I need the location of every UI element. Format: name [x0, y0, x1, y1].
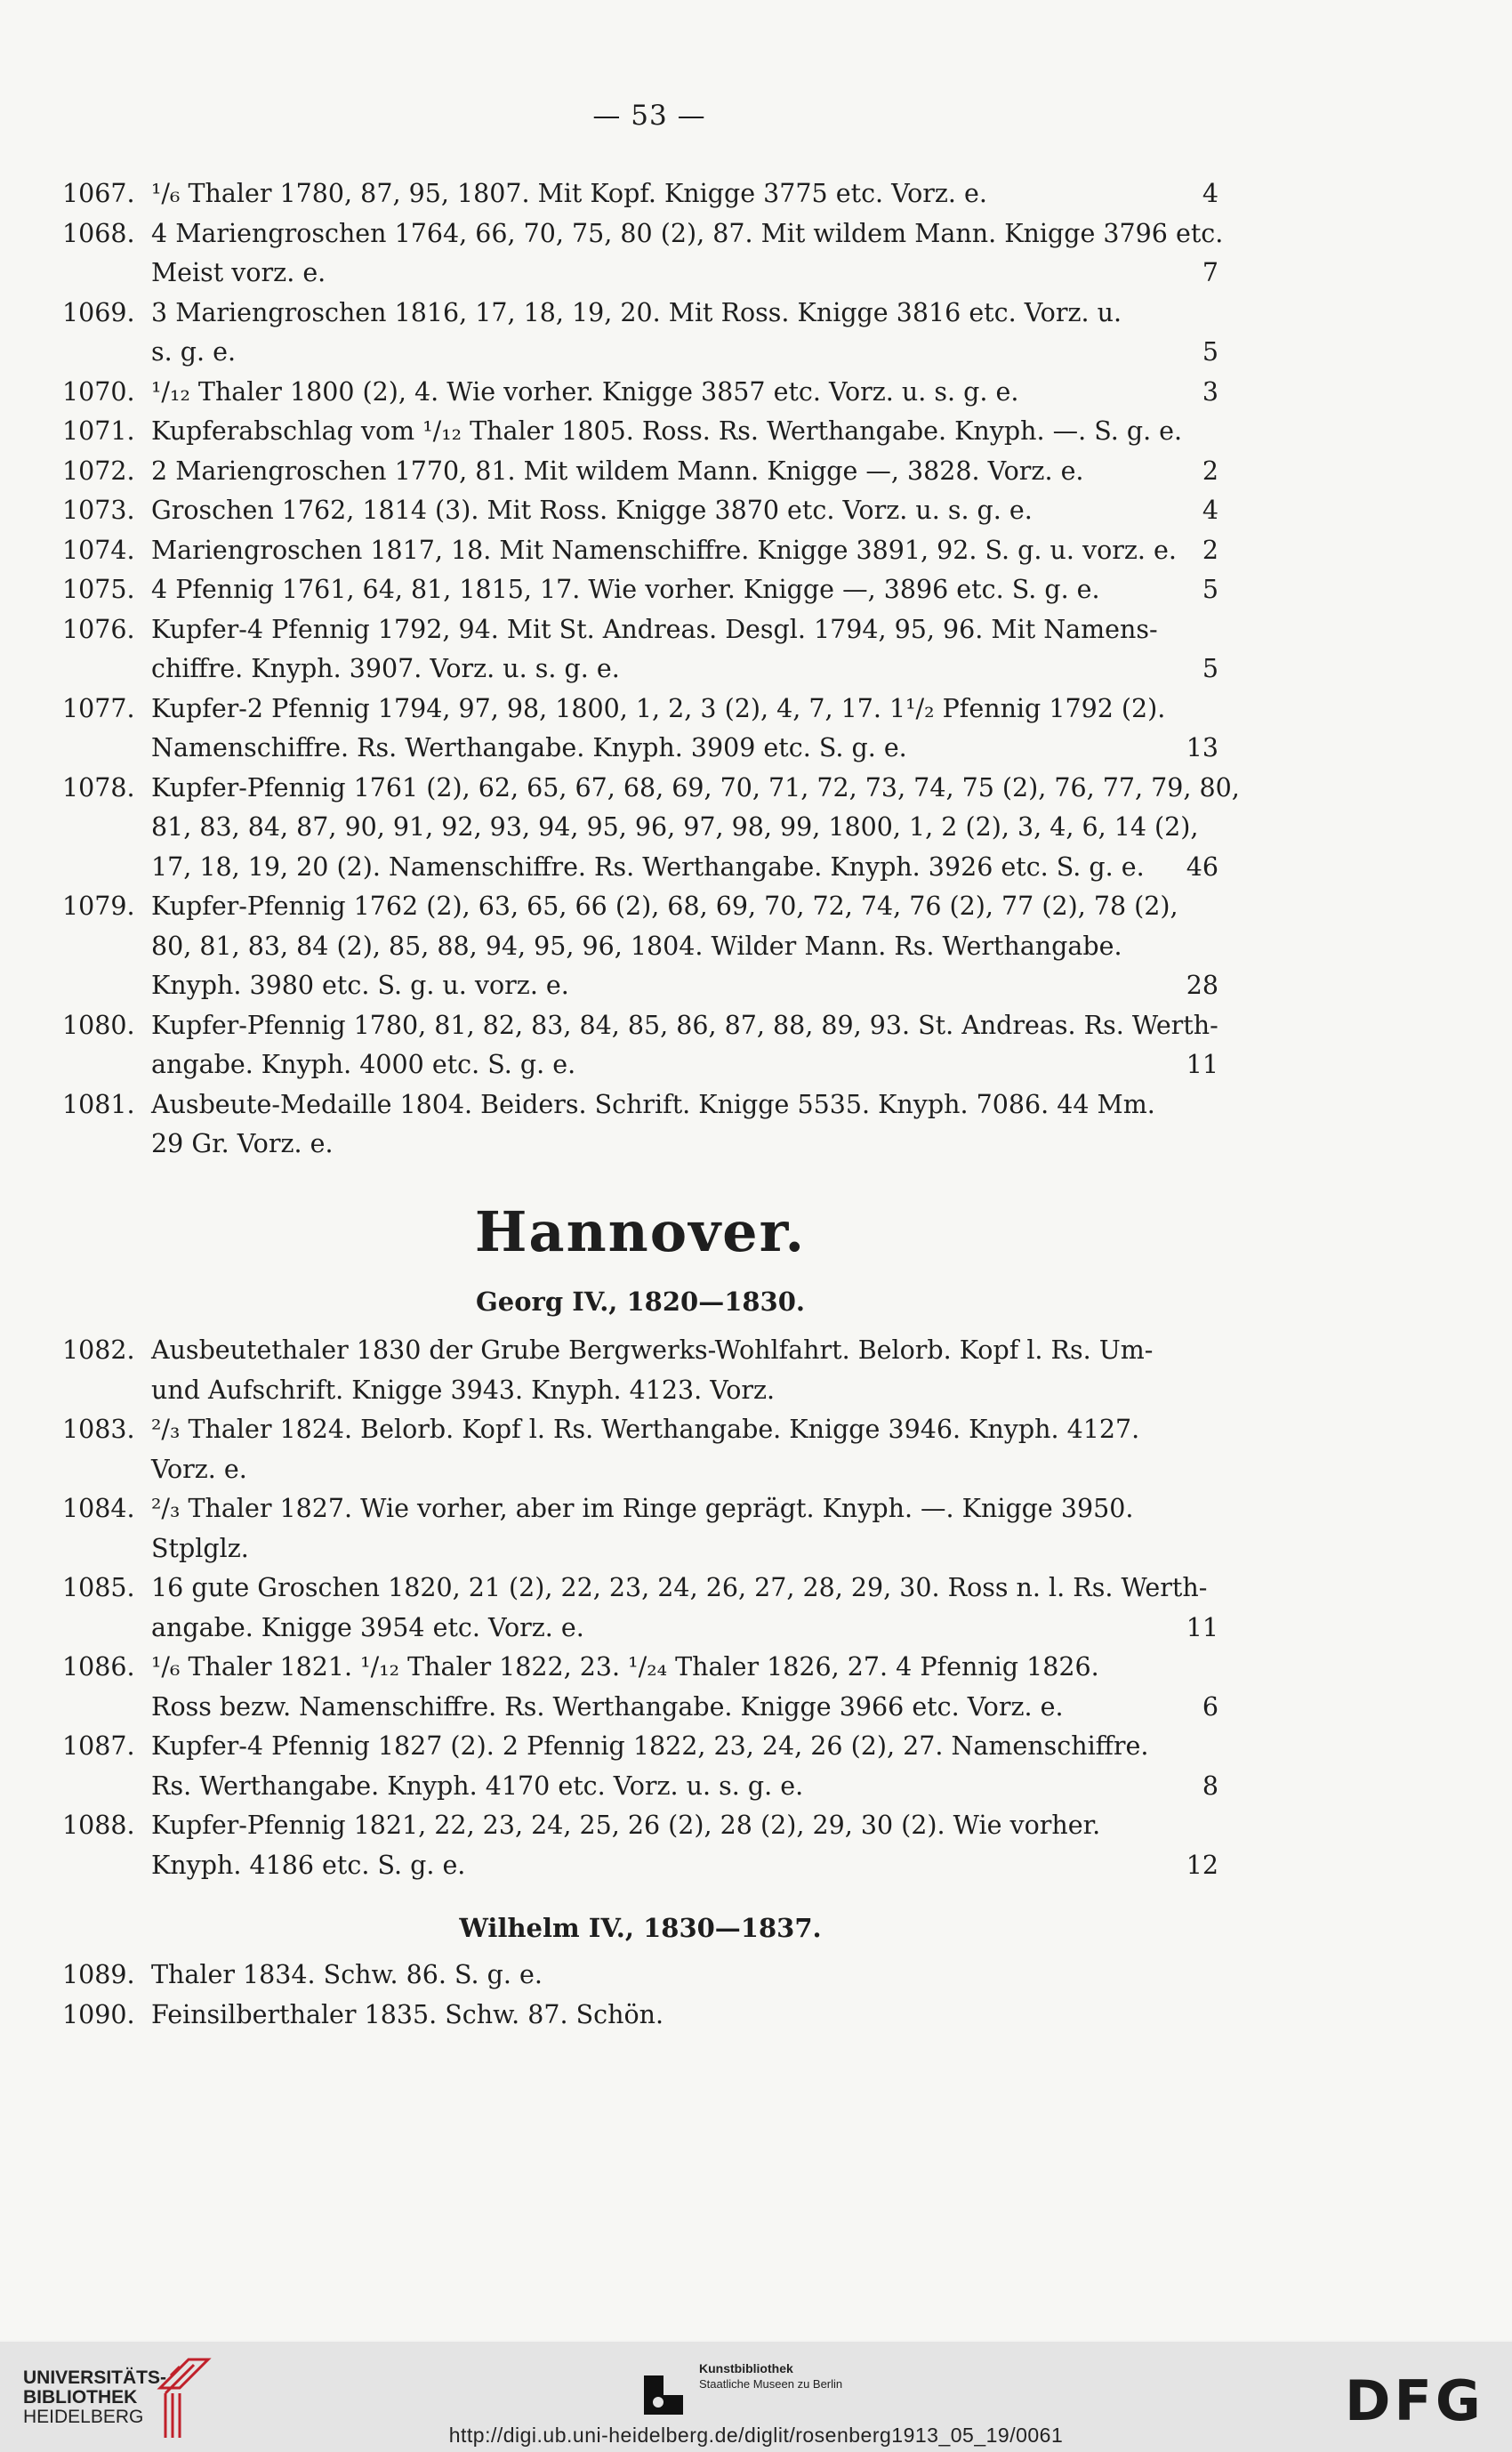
description-text: Mariengroschen 1817, 18. Mit Namenschiffre. Knigge 3891, 92. S. g. u. vorz. e.: [151, 535, 1177, 565]
description-line: [151, 1569, 1218, 1609]
lot-description: [151, 610, 1218, 690]
ub-logo-line-3: HEIDELBERG: [23, 2407, 144, 2427]
lot-price: [1192, 1806, 1218, 1846]
lot-number: 1082.: [62, 1335, 135, 1365]
description-text: Ross bezw. Namenschiffre. Rs. Werthangabe. Knigge 3966 etc. Vorz. e.: [151, 1691, 1064, 1722]
lot-price: [1192, 1125, 1218, 1165]
lot-number: 1083.: [62, 1415, 135, 1444]
description-text: chiffre. Knyph. 3907. Vorz. u. s. g. e.: [151, 654, 620, 683]
subsection-title-wilhelm: Wilhelm IV., 1830—1837.: [459, 1913, 822, 1943]
description-line: [151, 1846, 1218, 1886]
description-line: [151, 254, 1218, 294]
description-line: [151, 1609, 1218, 1649]
lot-entry: [62, 1006, 1218, 1085]
lot-description: [151, 373, 1218, 413]
lot-number: 1077.: [62, 693, 135, 723]
lot-entry: [62, 1727, 1218, 1806]
description-text: Groschen 1762, 1814 (3). Mit Ross. Knigge 3870 etc. Vorz. u. s. g. e.: [151, 496, 1033, 525]
lot-price: 4: [1202, 496, 1218, 525]
lot-description: [151, 570, 1218, 610]
description-text: s. g. e.: [151, 337, 237, 367]
lot-price: [1207, 1569, 1234, 1609]
lot-entry: [62, 1806, 1218, 1885]
description-text: Meist vorz. e.: [151, 258, 326, 287]
description-line: [151, 808, 1218, 848]
lot-price: [1198, 808, 1225, 848]
lot-price: 4: [1202, 179, 1218, 208]
lot-price: [1192, 1529, 1218, 1569]
description-text: 3 Mariengroschen 1816, 17, 18, 19, 20. Mit Ross. Knigge 3816 etc. Vorz. u.: [151, 297, 1122, 327]
lot-entry: [62, 452, 1218, 492]
description-line: [151, 1450, 1218, 1490]
description-text: Thaler 1834. Schw. 86. S. g. e.: [151, 1960, 543, 1989]
lot-description: [151, 412, 1218, 452]
description-line: [151, 1085, 1218, 1125]
entry-list-georg: [62, 1331, 1218, 1885]
subsection-title-georg: Georg IV., 1820—1830.: [475, 1286, 806, 1317]
description-text: 29 Gr. Vorz. e.: [151, 1129, 334, 1158]
page-number: — 53 —: [592, 100, 706, 132]
description-line: [151, 1331, 1218, 1371]
lot-number: 1087.: [62, 1731, 135, 1761]
lot-description: [151, 690, 1218, 769]
lot-entry: [62, 214, 1224, 294]
lot-description: [151, 214, 1224, 294]
description-line: [151, 927, 1218, 967]
lot-number: 1089.: [62, 1960, 135, 1989]
lot-entry: [62, 1410, 1218, 1489]
description-line: [151, 769, 1240, 809]
lot-price: 5: [1202, 337, 1218, 367]
lot-price: 3: [1202, 376, 1218, 407]
dfg-logo: DFG: [1345, 2368, 1484, 2433]
description-text: Kupfer-Pfennig 1761 (2), 62, 65, 67, 68, 69, 70, 71, 72, 73, 74, 75 (2), 76, 77, 79, 80,: [151, 772, 1240, 803]
lot-price: 5: [1202, 654, 1218, 683]
description-line: [151, 1489, 1218, 1529]
lot-price: [1192, 1956, 1218, 1996]
description-line: [151, 1006, 1218, 1046]
lot-number: 1079.: [62, 891, 135, 921]
lot-price: [1192, 1371, 1218, 1411]
description-line: [151, 373, 1218, 413]
lot-price: 11: [1186, 1612, 1218, 1642]
description-text: Kupfer-Pfennig 1762 (2), 63, 65, 66 (2), 68, 69, 70, 72, 74, 76 (2), 77 (2), 78 (2),: [151, 891, 1178, 921]
lot-number: 1068.: [62, 218, 135, 248]
description-text: 17, 18, 19, 20 (2). Namenschiffre. Rs. Werthangabe. Knyph. 3926 etc. S. g. e.: [151, 851, 1145, 882]
description-line: [151, 412, 1218, 452]
lot-description: [151, 1956, 1218, 1996]
lot-price: [1192, 1727, 1218, 1767]
lot-description: [151, 1569, 1218, 1648]
kunstbibliothek-logo-icon: [644, 2375, 683, 2415]
lot-price: [1192, 1996, 1218, 2036]
lot-description: [151, 1996, 1218, 2036]
lot-number: 1076.: [62, 614, 135, 644]
description-line: [151, 1806, 1218, 1846]
description-line: [151, 887, 1218, 927]
description-text: ¹/₆ Thaler 1821. ¹/₁₂ Thaler 1822, 23. ¹/₂₄ Thaler 1826, 27. 4 Pfennig 1826.: [151, 1652, 1099, 1682]
description-text: angabe. Knyph. 4000 etc. S. g. e.: [151, 1050, 576, 1079]
lot-price: [1192, 887, 1218, 927]
description-line: [151, 570, 1218, 610]
description-text: Kupfer-4 Pfennig 1792, 94. Mit St. Andreas. Desgl. 1794, 95, 96. Mit Namens-: [151, 614, 1158, 644]
lot-number: 1075.: [62, 575, 135, 604]
lot-entry: [62, 373, 1218, 413]
lot-price: [1192, 1648, 1218, 1688]
kb-line-2: Staatliche Museen zu Berlin: [699, 2377, 843, 2391]
description-line: [151, 1648, 1218, 1688]
ub-heidelberg-logo[interactable]: [23, 2368, 166, 2427]
lot-entry: [62, 1956, 1218, 1996]
lot-number: 1085.: [62, 1573, 135, 1602]
description-line: [151, 1125, 1218, 1165]
description-text: Ausbeute-Medaille 1804. Beiders. Schrift. Knigge 5535. Knyph. 7086. 44 Mm.: [151, 1089, 1155, 1119]
lot-description: [151, 1410, 1218, 1489]
description-line: [151, 966, 1218, 1006]
lot-description: [151, 1006, 1218, 1085]
ub-logo-line-2: BIBLIOTHEK: [23, 2387, 138, 2408]
description-text: 80, 81, 83, 84 (2), 85, 88, 94, 95, 96, 1804. Wilder Mann. Rs. Werthangabe.: [151, 931, 1122, 961]
lot-entry: [62, 1648, 1218, 1727]
lot-number: 1074.: [62, 535, 135, 565]
lot-number: 1080.: [62, 1010, 135, 1040]
lot-number: 1081.: [62, 1089, 135, 1119]
lot-number: 1084.: [62, 1494, 135, 1523]
lot-description: [151, 452, 1218, 492]
description-text: und Aufschrift. Knigge 3943. Knyph. 4123. Vorz.: [151, 1375, 776, 1405]
description-text: 2 Mariengroschen 1770, 81. Mit wildem Mann. Knigge —, 3828. Vorz. e.: [151, 456, 1084, 486]
description-line: [151, 214, 1224, 254]
lot-entry: [62, 1331, 1218, 1410]
lot-price: 2: [1202, 456, 1218, 486]
description-text: Stplglz.: [151, 1533, 249, 1563]
description-text: angabe. Knigge 3954 etc. Vorz. e.: [151, 1612, 584, 1642]
description-text: Feinsilberthaler 1835. Schw. 87. Schön.: [151, 1999, 664, 2029]
lot-price: 28: [1186, 971, 1218, 1000]
lot-entry: [62, 491, 1218, 531]
description-line: [151, 452, 1218, 492]
lot-entry: [62, 531, 1218, 571]
description-line: [151, 174, 1218, 214]
description-text: Kupfer-2 Pfennig 1794, 97, 98, 1800, 1, 2, 3 (2), 4, 7, 17. 1¹/₂ Pfennig 1792 (2).: [151, 693, 1166, 723]
lot-number: 1090.: [62, 1999, 135, 2029]
lot-entry: [62, 690, 1218, 769]
description-text: Ausbeutethaler 1830 der Grube Bergwerks-Wohlfahrt. Belorb. Kopf l. Rs. Um-: [151, 1335, 1154, 1365]
lot-price: [1240, 769, 1267, 809]
lot-description: [151, 1727, 1218, 1806]
lot-price: 2: [1202, 535, 1218, 565]
description-line: [151, 531, 1218, 571]
lot-price: [1192, 1331, 1218, 1371]
lot-entry: [62, 1085, 1218, 1165]
lot-description: [151, 769, 1240, 888]
description-text: Kupfer-Pfennig 1780, 81, 82, 83, 84, 85, 86, 87, 88, 89, 93. St. Andreas. Rs. Werth-: [151, 1010, 1218, 1040]
description-line: [151, 1045, 1218, 1085]
description-text: 4 Mariengroschen 1764, 66, 70, 75, 80 (2), 87. Mit wildem Mann. Knigge 3796 etc.: [151, 218, 1224, 248]
description-line: [151, 1956, 1218, 1996]
lot-description: [151, 1331, 1218, 1410]
description-text: Knyph. 3980 etc. S. g. u. vorz. e.: [151, 971, 569, 1000]
description-line: [151, 491, 1218, 531]
lot-description: [151, 1489, 1218, 1569]
lot-price: [1218, 1006, 1245, 1046]
lot-price: 46: [1186, 851, 1218, 882]
description-text: Kupferabschlag vom ¹/₁₂ Thaler 1805. Ross. Rs. Werthangabe. Knyph. —. S. g. e.: [151, 416, 1183, 446]
lot-description: [151, 531, 1218, 571]
lot-number: 1070.: [62, 376, 135, 407]
lot-entry: [62, 887, 1218, 1006]
description-line: [151, 848, 1218, 888]
description-text: Rs. Werthangabe. Knyph. 4170 etc. Vorz. u. s. g. e.: [151, 1770, 804, 1801]
lot-number: 1067.: [62, 179, 135, 208]
lot-price: [1192, 294, 1218, 334]
lot-price: [1192, 927, 1218, 967]
lot-description: [151, 1806, 1218, 1885]
description-line: [151, 1767, 1218, 1807]
lot-number: 1088.: [62, 1811, 135, 1840]
lot-description: [151, 294, 1218, 373]
lot-number: 1071.: [62, 416, 135, 446]
entry-list-wilhelm: [62, 1956, 1218, 2035]
description-line: [151, 1996, 1218, 2036]
description-text: Knyph. 4186 etc. S. g. e.: [151, 1850, 466, 1880]
lot-price: [1192, 1410, 1218, 1450]
description-text: Kupfer-4 Pfennig 1827 (2). 2 Pfennig 1822, 23, 24, 26 (2), 27. Namenschiffre.: [151, 1731, 1149, 1761]
description-line: [151, 1727, 1218, 1767]
section-title: Hannover.: [474, 1199, 807, 1264]
lot-number: 1069.: [62, 297, 135, 327]
lot-price: 12: [1186, 1850, 1218, 1880]
description-text: ¹/₁₂ Thaler 1800 (2), 4. Wie vorher. Knigge 3857 etc. Vorz. u. s. g. e.: [151, 376, 1019, 407]
permalink-url[interactable]: http://digi.ub.uni-heidelberg.de/diglit/rosenberg1913_05_19/0061: [448, 2424, 1064, 2447]
lot-price: 6: [1202, 1691, 1218, 1722]
lot-entry: [62, 174, 1218, 214]
lot-entry: [62, 1489, 1218, 1569]
lot-price: 5: [1202, 575, 1218, 604]
description-line: [151, 294, 1218, 334]
lot-entry: [62, 1996, 1218, 2036]
kb-line-1: Kunstbibliothek: [699, 2361, 793, 2375]
description-text: Namenschiffre. Rs. Werthangabe. Knyph. 3909 etc. S. g. e.: [151, 733, 907, 762]
kunstbibliothek-label: [699, 2361, 842, 2392]
lot-number: 1073.: [62, 496, 135, 525]
description-line: [151, 690, 1218, 730]
lot-description: [151, 1648, 1218, 1727]
lot-entry: [62, 412, 1218, 452]
lot-number: 1078.: [62, 772, 135, 803]
lot-description: [151, 1085, 1218, 1165]
lot-price: [1223, 214, 1250, 254]
description-text: Vorz. e.: [151, 1454, 247, 1484]
description-text: 81, 83, 84, 87, 90, 91, 92, 93, 94, 95, 96, 97, 98, 99, 1800, 1, 2 (2), 3, 4, 6, 14 (2),: [151, 812, 1199, 842]
description-text: 4 Pfennig 1761, 64, 81, 1815, 17. Wie vorher. Knigge —, 3896 etc. S. g. e.: [151, 575, 1100, 604]
lot-price: 8: [1202, 1770, 1218, 1801]
lot-number: 1086.: [62, 1652, 135, 1682]
description-line: [151, 649, 1218, 690]
description-line: [151, 333, 1218, 373]
lot-description: [151, 887, 1218, 1006]
lot-entry: [62, 610, 1218, 690]
description-line: [151, 1529, 1218, 1569]
lot-price: 11: [1186, 1050, 1218, 1079]
description-line: [151, 1410, 1218, 1450]
description-line: [151, 610, 1218, 650]
lot-price: [1192, 1450, 1218, 1490]
lot-price: [1192, 690, 1218, 730]
description-line: [151, 1688, 1218, 1728]
lot-price: [1192, 1085, 1218, 1125]
lot-number: 1072.: [62, 456, 135, 486]
ub-logo-line-1: UNIVERSITÄTS-: [23, 2367, 167, 2388]
description-line: [151, 729, 1218, 769]
lot-entry: [62, 570, 1218, 610]
footer-bar: [0, 2342, 1512, 2452]
lot-description: [151, 174, 1218, 214]
lot-price: [1192, 412, 1218, 452]
lot-price: [1192, 1489, 1218, 1529]
description-text: ²/₃ Thaler 1827. Wie vorher, aber im Ringe geprägt. Knyph. —. Knigge 3950.: [151, 1494, 1134, 1523]
lot-price: [1192, 610, 1218, 650]
lot-entry: [62, 294, 1218, 373]
description-text: Kupfer-Pfennig 1821, 22, 23, 24, 25, 26 (2), 28 (2), 29, 30 (2). Wie vorher.: [151, 1811, 1101, 1840]
lot-entry: [62, 769, 1240, 888]
description-line: [151, 1371, 1218, 1411]
lot-entry: [62, 1569, 1218, 1648]
lot-price: 13: [1186, 733, 1218, 762]
lot-price: 7: [1202, 258, 1218, 287]
description-text: ²/₃ Thaler 1824. Belorb. Kopf l. Rs. Werthangabe. Knigge 3946. Knyph. 4127.: [151, 1415, 1140, 1444]
lot-description: [151, 491, 1218, 531]
description-text: 16 gute Groschen 1820, 21 (2), 22, 23, 24, 26, 27, 28, 29, 30. Ross n. l. Rs. Werth-: [151, 1573, 1208, 1602]
entry-list-top: [62, 174, 1240, 1165]
description-text: ¹/₆ Thaler 1780, 87, 95, 1807. Mit Kopf. Knigge 3775 etc. Vorz. e.: [151, 179, 987, 208]
